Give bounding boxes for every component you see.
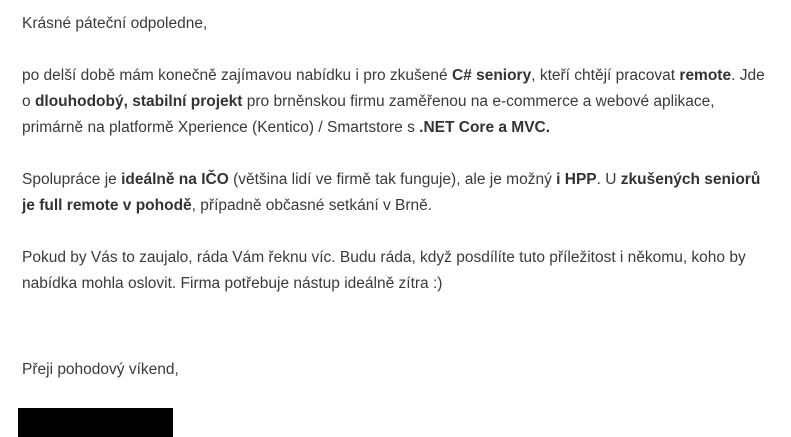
- bold-net-core-mvc: .NET Core a MVC.: [419, 119, 551, 136]
- bold-remote: remote: [679, 67, 732, 84]
- paragraph-offer: [22, 63, 772, 141]
- email-body: [22, 11, 772, 383]
- closing: Přeji pohodový víkend,: [22, 361, 179, 378]
- text-segment: , případně občasné setkání v Brně.: [191, 197, 433, 214]
- bold-ico: ideálně na IČO: [121, 171, 229, 188]
- greeting: Krásné páteční odpoledne,: [22, 15, 208, 32]
- bold-long-term-project: dlouhodobý, stabilní projekt: [34, 93, 243, 110]
- text-segment: . U: [596, 171, 621, 188]
- redacted-signature: [18, 408, 173, 437]
- text-segment: . Jde o: [22, 67, 765, 110]
- bold-full-remote: zkušených seniorů je full remote v pohodě: [22, 171, 761, 214]
- paragraph-cooperation: [22, 167, 772, 219]
- bold-csharp-seniors: C# seniory: [451, 67, 532, 84]
- text-segment: pro brněnskou firmu zaměřenou na e-commerce a webové aplikace, primárně na platformě Xperience (Kentico) / Smartstore s: [22, 93, 715, 136]
- text-segment: Spolupráce je: [22, 171, 122, 188]
- text-segment: (většina lidí ve firmě tak funguje), ale je možný: [228, 171, 557, 188]
- text-segment: po delší době mám konečně zajímavou nabídku i pro zkušené: [22, 67, 452, 84]
- paragraph-interest: Pokud by Vás to zaujalo, ráda Vám řeknu víc. Budu ráda, když posdílíte tuto příležitost i někomu, koho by nabídka mohla oslovit. Firma potřebuje nástup ideálně zítra :): [22, 249, 746, 292]
- bold-hpp: i HPP: [556, 171, 597, 188]
- text-segment: , kteří chtějí pracovat: [531, 67, 680, 84]
